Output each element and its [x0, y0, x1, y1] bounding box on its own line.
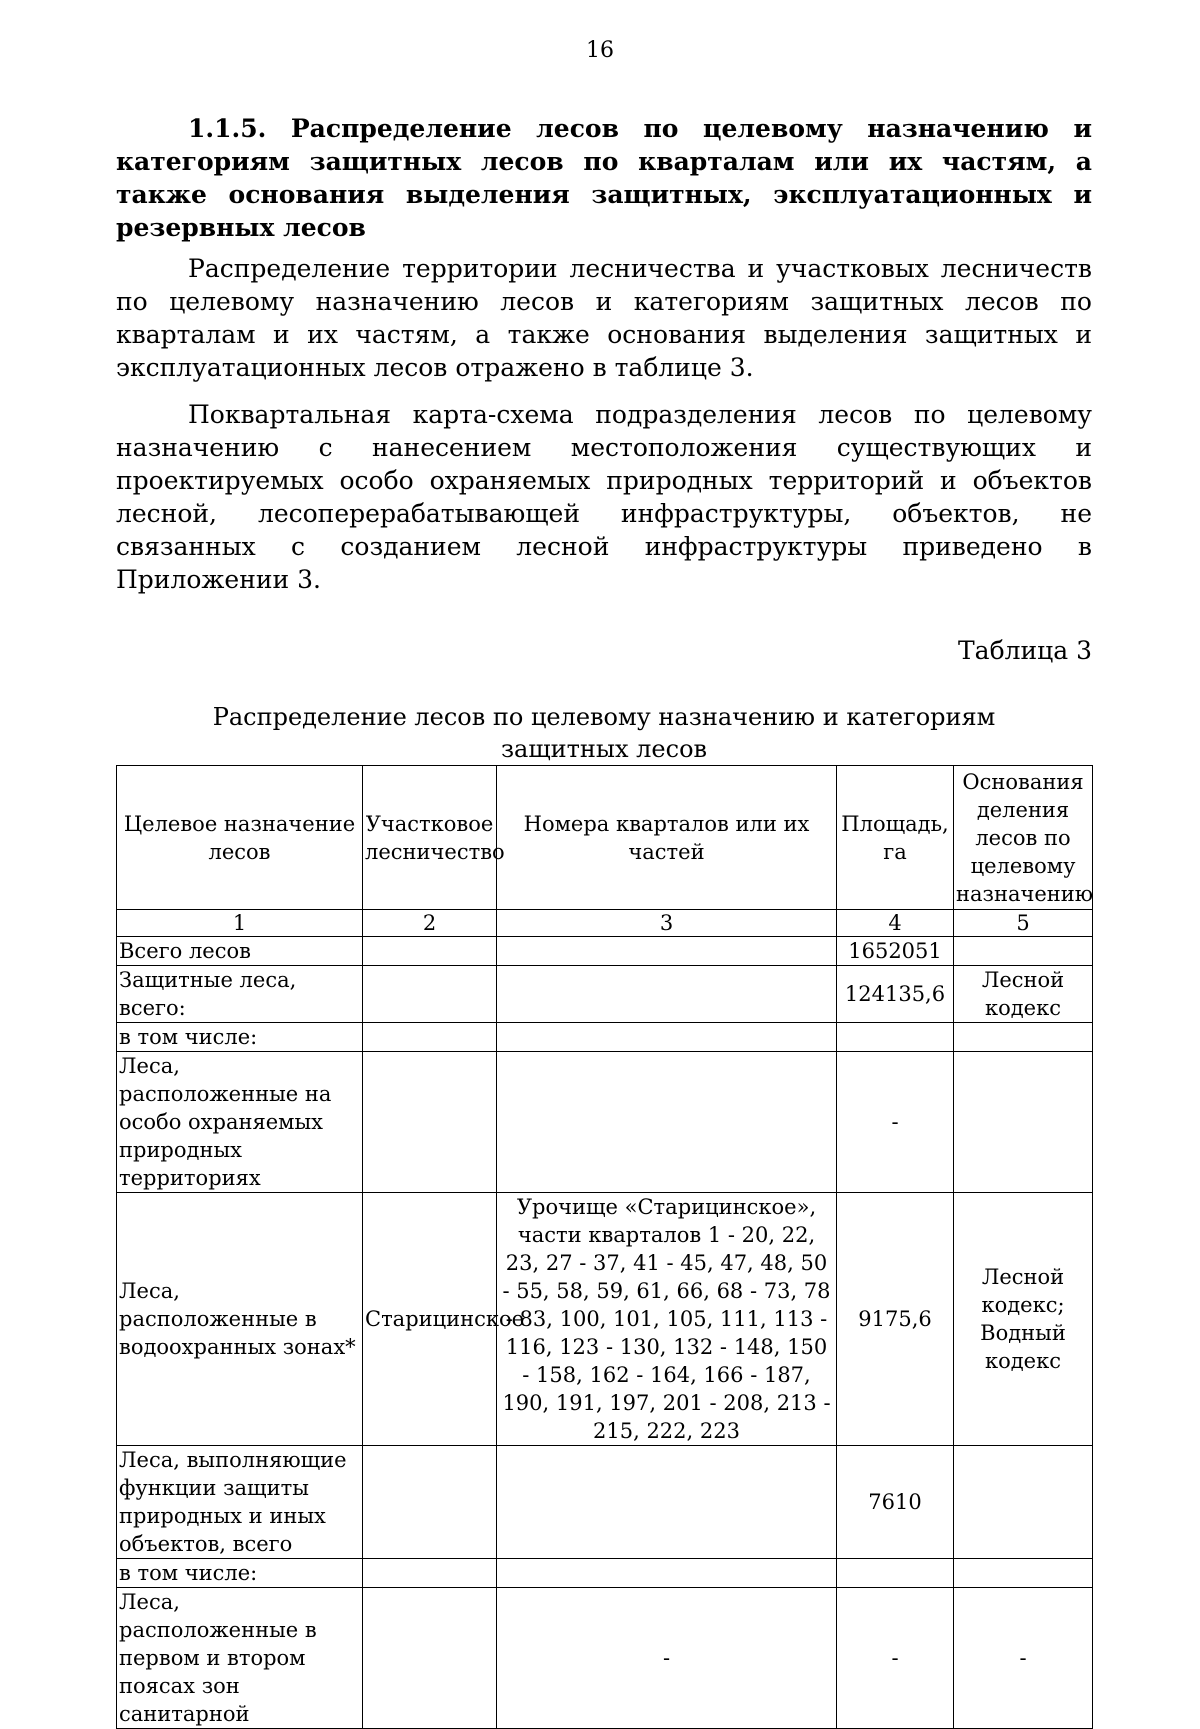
cell-district: Старицинское	[363, 1193, 497, 1446]
cell-basis: Лесной кодекс; Водный кодекс	[954, 1193, 1093, 1446]
cell-area: 7610	[837, 1446, 954, 1559]
cell-district	[363, 1588, 497, 1729]
table-row	[117, 1193, 1093, 1446]
cell-quarters	[497, 1052, 837, 1193]
forest-distribution-table	[116, 765, 1093, 1729]
cell-quarters: Урочище «Старицинское», части кварталов 1 - 20, 22, 23, 27 - 37, 41 - 45, 47, 48, 50 - 55, 58, 59, 61, 66, 68 - 73, 78 - 83, 100, 101, 105, 111, 113 - 116, 123 - 130, 132 - 148, 150 - 158, 162 - 164, 166 - 187, 190, 191, 197, 201 - 208, 213 - 215, 222, 223	[497, 1193, 837, 1446]
cell-basis	[954, 1559, 1093, 1588]
cell-area: 9175,6	[837, 1193, 954, 1446]
table-row	[117, 966, 1093, 1023]
cell-district	[363, 1052, 497, 1193]
cell-quarters	[497, 1023, 837, 1052]
header-area: Площадь, га	[837, 766, 954, 910]
cell-purpose: Защитные леса, всего:	[117, 966, 363, 1023]
header-basis: Основания деления лесов по целевому назначению	[954, 766, 1093, 910]
cell-quarters	[497, 937, 837, 966]
column-number: 4	[837, 910, 954, 937]
cell-district	[363, 937, 497, 966]
paragraph-distribution: Распределение территории лесничества и участковых лесничеств по целевому назначению лесов и категориям защитных лесов по кварталам и их частям, а также основания выделения защитных и эксплуатационных лесов отражено в таблице 3.	[116, 254, 1092, 382]
cell-district	[363, 1023, 497, 1052]
section-heading: 1.1.5. Распределение лесов по целевому назначению и категориям защитных лесов по кварталам или их частям, а также основания выделения защитных, эксплуатационных и резервных лесов	[116, 114, 1092, 242]
cell-purpose: в том числе:	[117, 1023, 363, 1052]
cell-purpose: Всего лесов	[117, 937, 363, 966]
column-number: 1	[117, 910, 363, 937]
cell-quarters	[497, 966, 837, 1023]
table-row	[117, 1559, 1093, 1588]
column-number: 3	[497, 910, 837, 937]
cell-purpose: Леса, расположенные в водоохранных зонах*	[117, 1193, 363, 1446]
table-row	[117, 1052, 1093, 1193]
header-quarters: Номера кварталов или их частей	[497, 766, 837, 910]
table-row	[117, 937, 1093, 966]
cell-basis: Лесной кодекс	[954, 966, 1093, 1023]
column-number: 5	[954, 910, 1093, 937]
table-row	[117, 1023, 1093, 1052]
header-purpose: Целевое назначение лесов	[117, 766, 363, 910]
cell-district	[363, 1559, 497, 1588]
cell-basis: -	[954, 1588, 1093, 1729]
table-header-row	[117, 766, 1093, 910]
cell-purpose: в том числе:	[117, 1559, 363, 1588]
cell-area	[837, 1559, 954, 1588]
cell-area: -	[837, 1052, 954, 1193]
cell-quarters	[497, 1559, 837, 1588]
cell-district	[363, 966, 497, 1023]
document-body	[116, 112, 1092, 1729]
cell-basis	[954, 1446, 1093, 1559]
cell-area: -	[837, 1588, 954, 1729]
cell-area: 124135,6	[837, 966, 954, 1023]
cell-area: 1652051	[837, 937, 954, 966]
cell-purpose: Леса, выполняющие функции защиты природных и иных объектов, всего	[117, 1446, 363, 1559]
paragraph-map-scheme: Поквартальная карта-схема подразделения лесов по целевому назначению с нанесением местоположения существующих и проектируемых особо охраняемых природных территорий и объектов лесной, лесоперерабатывающей инфраструктуры, объектов, не связанных с созданием лесной инфраструктуры приведено в Приложении 3.	[116, 400, 1092, 594]
table-caption: Распределение лесов по целевому назначению и категориям защитных лесов	[212, 703, 996, 763]
cell-quarters	[497, 1446, 837, 1559]
cell-district	[363, 1446, 497, 1559]
cell-quarters: -	[497, 1588, 837, 1729]
cell-purpose: Леса, расположенные в первом и втором поясах зон санитарной	[117, 1588, 363, 1729]
cell-basis	[954, 1052, 1093, 1193]
table-label: Таблица 3	[957, 636, 1092, 665]
cell-basis	[954, 1023, 1093, 1052]
page-number: 16	[586, 38, 614, 63]
cell-purpose: Леса, расположенные на особо охраняемых природных территориях	[117, 1052, 363, 1193]
header-district: Участковое лесничество	[363, 766, 497, 910]
table-row	[117, 1588, 1093, 1729]
cell-basis	[954, 937, 1093, 966]
table-row	[117, 1446, 1093, 1559]
cell-area	[837, 1023, 954, 1052]
column-number: 2	[363, 910, 497, 937]
column-number-row	[117, 910, 1093, 937]
